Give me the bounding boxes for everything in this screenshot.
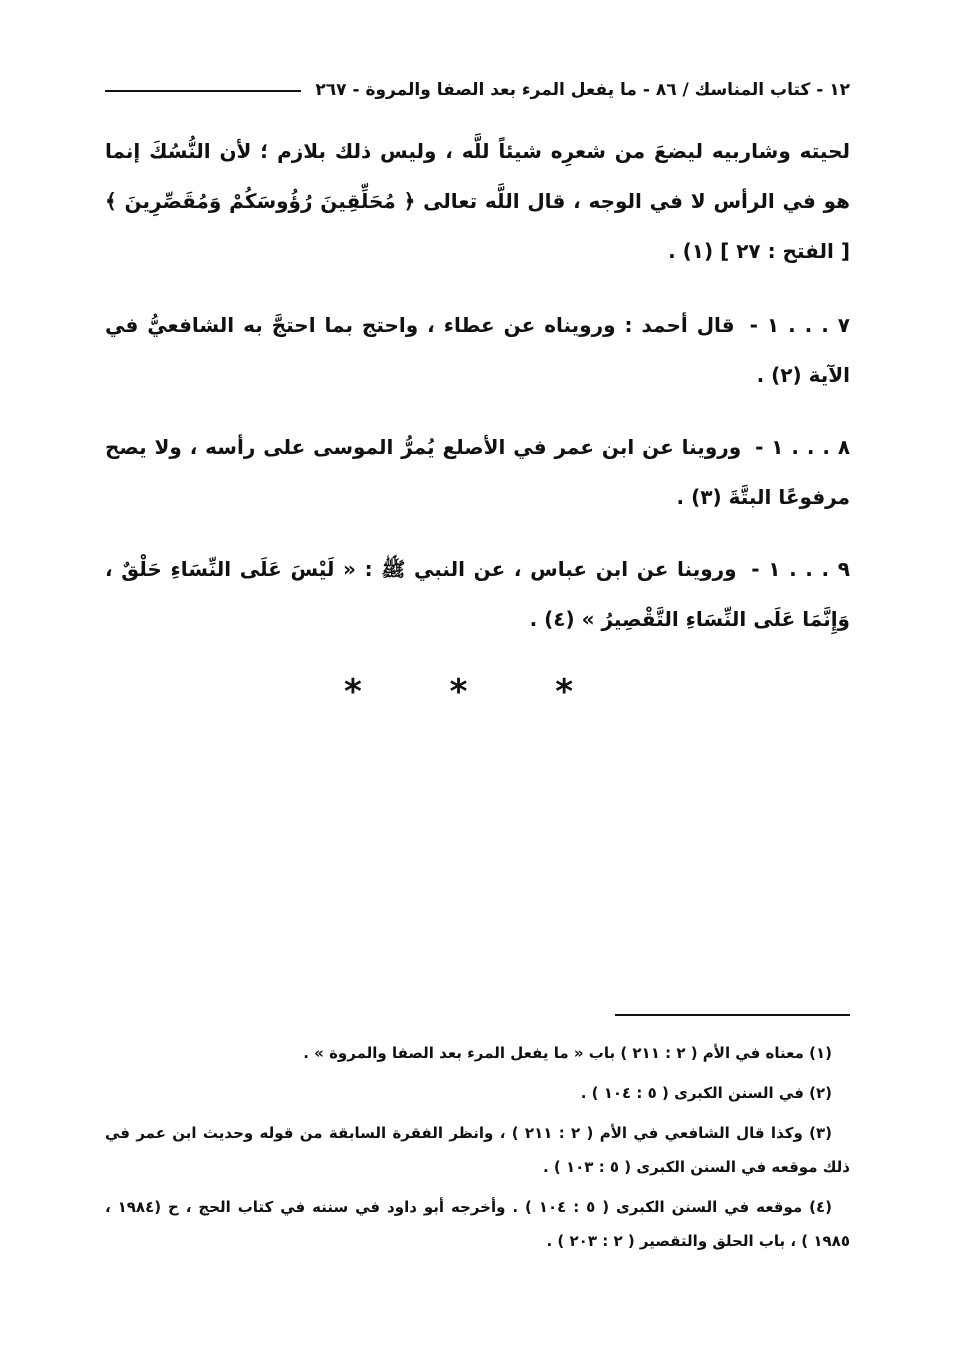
paragraph-number: ٧ . . . ١ - [749,313,850,337]
paragraph-number: ٩ . . . ١ - [751,557,851,581]
footnote-4: (٤) موقعه في السنن الكبرى ( ٥ : ١٠٤ ) . وأخرجه أبو داود في سننه في كتاب الحج ، ح (١٩٨٤ ، ١٩٨٥ ) ، باب الحلق والتقصير ( ٢ : ٢٠٣ ) . [105,1198,850,1250]
main-text [105,126,850,666]
running-header [105,70,850,110]
header-title: ١٢ - كتاب المناسك / ٨٦ - ما يفعل المرء بعد الصفا والمروة - ٢٦٧ [315,80,850,100]
paragraph-text: وروينا عن ابن عباس ، عن النبي ﷺ : « لَيْسَ عَلَى النِّسَاءِ حَلْقٌ ، وَإِنَّمَا عَلَى النِّسَاءِ التَّقْصِيرُ » (٤) . [105,557,850,631]
paragraph-9 [105,544,850,644]
footnote-3: (٣) وكذا قال الشافعي في الأم ( ٢ : ٢١١ ) ، وانظر الفقرة السابقة من قوله وحديث ابن عمر في ذلك موقعه في السنن الكبرى ( ٥ : ١٠٣ ) . [105,1124,850,1176]
paragraph-8 [105,422,850,522]
header-rule [105,90,301,92]
paragraph-text: قال أحمد : ورويناه عن عطاء ، واحتج بما احتجَّ به الشافعيُّ في الآية (٢) . [105,313,850,387]
footnote-2: (٢) في السنن الكبرى ( ٥ : ١٠٤ ) . [580,1084,832,1102]
section-separator: * * * [343,672,611,712]
footnote-rule [615,1014,850,1016]
footnotes [105,1036,850,1264]
paragraph-continuation [105,126,850,276]
paragraph-7 [105,300,850,400]
paragraph-text: وروينا عن ابن عمر في الأصلع يُمرُّ الموسى على رأسه ، ولا يصح مرفوعًا البتَّةَ (٣) . [105,435,850,509]
paragraph-number: ٨ . . . ١ - [755,435,851,459]
paragraph-text: لحيته وشاربيه ليضعَ من شعرِه شيئاً للَّه ، وليس ذلك بلازم ؛ لأن النُّسُكَ إنما هو في الرأس لا في الوجه ، قال اللَّه تعالى ﴿ مُحَلِّقِينَ رُؤُوسَكُمْ وَمُقَصِّرِينَ ﴾ [ الفتح : ٢٧ ] (١) . [105,139,850,263]
footnote-1: (١) معناه في الأم ( ٢ : ٢١١ ) باب « ما يفعل المرء بعد الصفا والمروة » . [303,1044,832,1062]
